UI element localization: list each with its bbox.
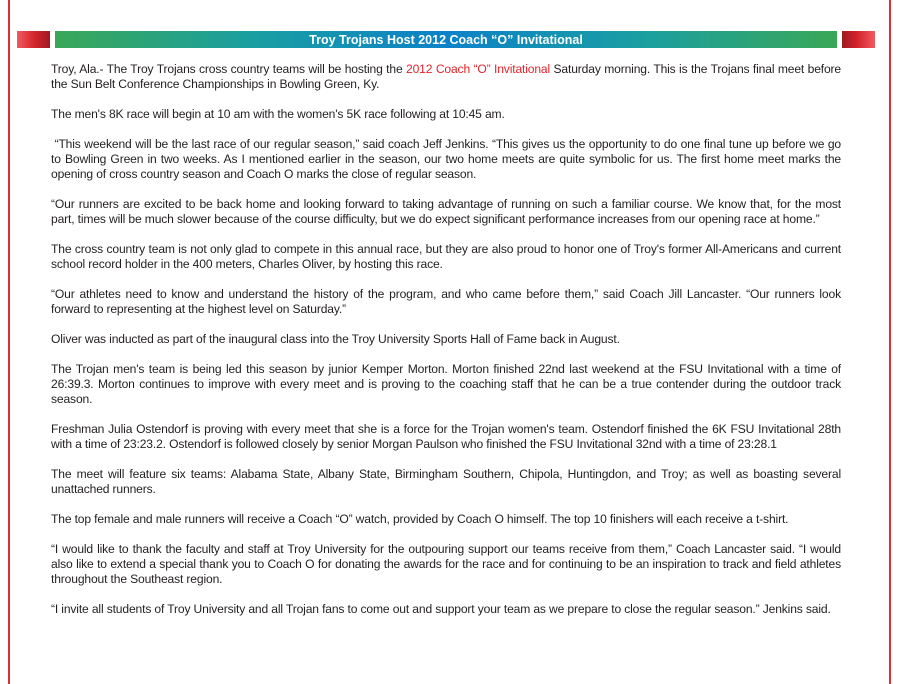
title-bar [55, 31, 837, 48]
paragraph-awards: The top female and male runners will receive a Coach “O” watch, provided by Coach O himself. The top 10 finishers will each receive a t-shirt. [51, 512, 789, 526]
page-title: Troy Trojans Host 2012 Coach “O” Invitational [309, 32, 583, 47]
paragraph-women-team: Freshman Julia Ostendorf is proving with every meet that she is a force for the Trojan women's team. Ostendorf finished the 6K FSU Invitational 28th with a time of 23:23.2. Ostendorf is followed closely by senior Morgan Paulson who finished the FSU Invitational 32nd with a time of 23:28.1 [51, 422, 841, 451]
intro-text-before: Troy, Ala.- The Troy Trojans cross country teams will be hosting the [51, 62, 407, 76]
paragraph-hall-of-fame: Oliver was inducted as part of the inaugural class into the Troy University Sports Hall of Fame back in August. [51, 332, 620, 346]
event-link[interactable]: 2012 Coach “O” Invitational [406, 62, 551, 76]
right-red-tab [842, 31, 875, 48]
paragraph-runners-quote: “Our runners are excited to be back home and looking forward to taking advantage of running on such a familiar course. We know that, for the most part, times will be much slower because of the course difficulty, but we do expect significant performance increases from our opening race at home.” [51, 197, 841, 226]
paragraph-thanks-quote: “I would like to thank the faculty and staff at Troy University for the outpouring support our teams receive from them,” Coach Lancaster said. “I would also like to extend a special thank you to Coach O for donating the awards for the race and for continuing to be an inspiration to track and field athletes throughout the Southeast region. [51, 542, 841, 586]
paragraph-jenkins-quote: “This weekend will be the last race of our regular season,” said coach Jeff Jenkins. “This gives us the opportunity to do one final tune up before we go to Bowling Green in two weeks. As I mentioned earlier in the season, our two home meets are quite symbolic for us. The first home meet marks the opening of cross country season and Coach O marks the close of regular season. [51, 137, 841, 181]
right-border-line [889, 0, 891, 684]
paragraph-lancaster-quote: “Our athletes need to know and understand the history of the program, and who came before them,” said Coach Jill Lancaster. “Our runners look forward to representing at the highest level on Saturday.” [51, 287, 841, 316]
intro-paragraph [51, 62, 841, 92]
left-border-line [8, 0, 10, 684]
header-banner [0, 31, 900, 48]
paragraph-invite-quote: “I invite all students of Troy University and all Trojan fans to come out and support your team as we prepare to close the regular season.” Jenkins said. [51, 602, 831, 616]
paragraph-teams: The meet will feature six teams: Alabama State, Albany State, Birmingham Southern, Chipola, Huntingdon, and Troy; as well as boasting several unattached runners. [51, 467, 841, 496]
paragraph-honor-oliver: The cross country team is not only glad to compete in this annual race, but they are also proud to honor one of Troy's former All-Americans and current school record holder in the 400 meters, Charles Oliver, by hosting this race. [51, 242, 841, 271]
intro-text-after: Saturday morning. This is the Trojans final meet before the Sun Belt Conference Championships in Bowling Green, Ky. [51, 62, 842, 91]
left-red-tab [17, 31, 50, 48]
paragraph-race-times: The men's 8K race will begin at 10 am with the women's 5K race following at 10:45 am. [51, 107, 505, 121]
paragraph-men-team: The Trojan men's team is being led this season by junior Kemper Morton. Morton finished 22nd last weekend at the FSU Invitational with a time of 26:39.3. Morton continues to improve with every meet and is proving to the coaching staff that he can be a true contender during the outdoor track season. [51, 362, 841, 406]
article-body [51, 62, 841, 632]
